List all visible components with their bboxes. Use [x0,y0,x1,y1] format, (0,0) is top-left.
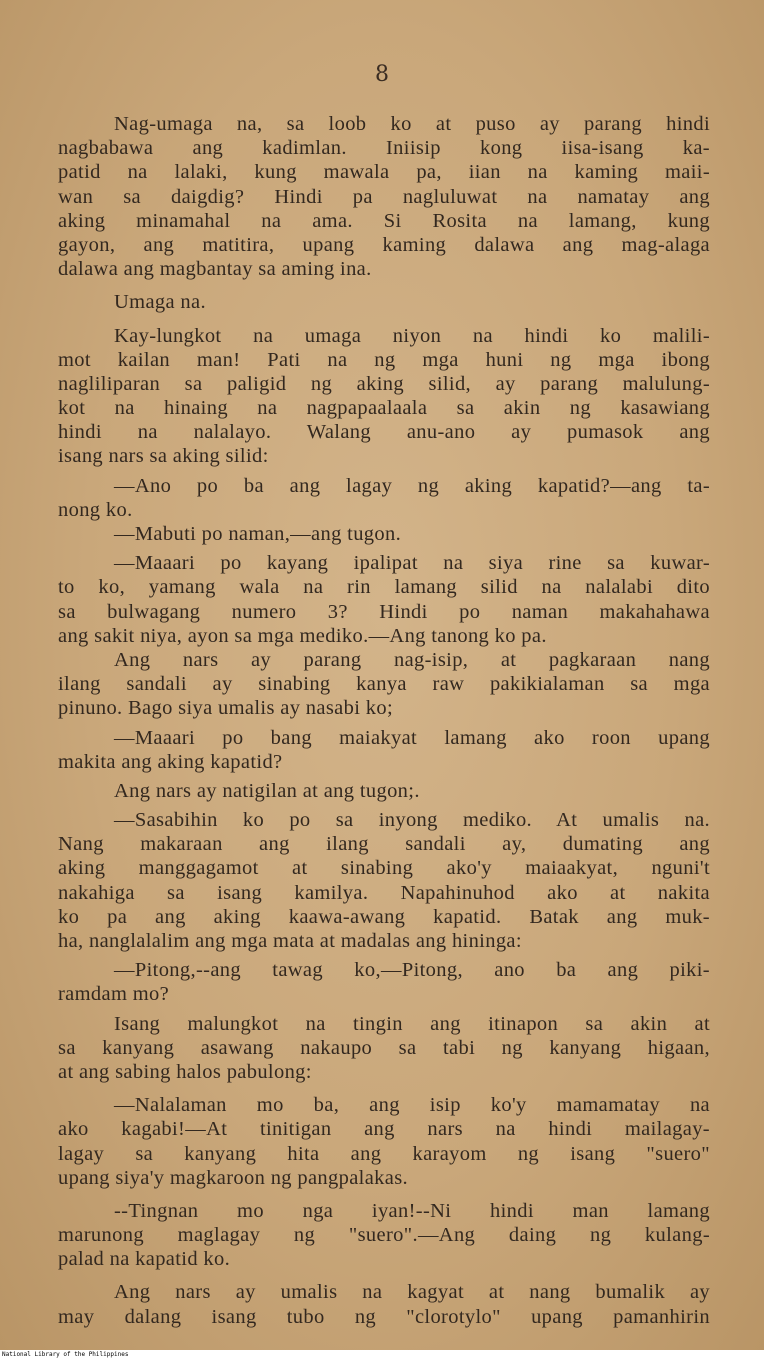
text-line: mot kailan man! Pati na ng mga huni ng mga ibong [58,348,710,371]
text-line: isang nars sa aking silid: [58,445,269,468]
text-line: sa kanyang asawang nakaupo sa tabi ng kanyang higaan, [58,1036,710,1059]
text-line: —Pitong,--ang tawag ko,—Pitong, ano ba ang piki- [114,959,710,982]
text-line: nakahiga sa isang kamilya. Napahinuhod ako at nakita [58,881,710,904]
text-line: Ang nars ay umalis na kagyat at nang bumalik ay [114,1281,710,1304]
text-line: Kay-lungkot na umaga niyon na hindi ko malili- [114,324,710,347]
text-line: nagliliparan sa paligid ng aking silid, ay parang malulung- [58,372,710,395]
text-line: —Maaari po bang maiakyat lamang ako roon upang [114,726,710,749]
text-line: hindi na nalalayo. Walang anu-ano ay pumasok ang [58,421,710,444]
text-line: —Maaari po kayang ipalipat na siya rine sa kuwar- [114,552,710,575]
text-line: —Sasabihin ko po sa inyong mediko. At umalis na. [114,809,710,832]
text-line: ang sakit niya, ayon sa mga mediko.—Ang tanong ko pa. [58,624,547,647]
text-line: Umaga na. [114,291,206,314]
text-line: ilang sandali ay sinabing kanya raw pakikialaman sa mga [58,673,710,696]
text-line: —Ano po ba ang lagay ng aking kapatid?—ang ta- [114,474,710,497]
text-line: upang siya'y magkaroon ng pangpalakas. [58,1166,409,1189]
text-line: dalawa ang magbantay sa aming ina. [58,258,372,281]
text-line: at ang sabing halos pabulong: [58,1060,312,1083]
text-line: sa bulwagang numero 3? Hindi po naman makahahawa [58,600,710,623]
text-line: nong ko. [58,498,133,521]
text-line: palad na kapatid ko. [58,1248,231,1271]
text-line: may dalang isang tubo ng "clorotylo" upang pamanhirin [58,1305,710,1328]
text-line: ha, nanglalalim ang mga mata at madalas ang hininga: [58,930,522,952]
page-number: 8 [375,62,389,87]
text-line: pinuno. Bago siya umalis ay nasabi ko; [58,697,393,720]
text-line: ko pa ang aking kaawa-awang kapatid. Batak ang muk- [58,905,710,928]
text-line: makita ang aking kapatid? [58,750,283,773]
text-line: to ko, yamang wala na rin lamang silid na nalalabi dito [58,576,710,599]
text-line: lagay sa kanyang hita ang karayom ng isang "suero" [58,1142,710,1165]
text-line: marunong maglagay ng "suero".—Ang daing ng kulang- [58,1224,710,1247]
text-line: —Mabuti po naman,—ang tugon. [114,523,402,545]
text-line: aking manggagamot at sinabing ako'y maiaakyat, nguni't [58,857,710,880]
text-line: Ang nars ay natigilan at ang tugon;. [114,779,420,802]
text-line: gayon, ang matitira, upang kaming dalawa ang mag-alaga [58,233,710,256]
text-line: nagbabawa ang kadimlan. Iniisip kong iisa-isang ka- [58,137,710,160]
text-line: ako kagabi!—At tinitigan ang nars na hindi mailagay- [58,1118,710,1141]
text-line: ramdam mo? [58,983,170,1006]
text-line: kot na hinaing na nagpapaalaala sa akin ng kasawiang [58,397,710,420]
text-line: aking minamahal na ama. Si Rosita na lamang, kung [58,209,710,232]
text-line: Ang nars ay parang nag-isip, at pagkaraan nang [114,648,710,671]
text-line: —Nalalaman mo ba, ang isip ko'y mamamatay na [114,1094,710,1117]
footer-credit: National Library of the Philippines [2,1351,129,1358]
text-line: Isang malungkot na tingin ang itinapon sa akin at [114,1012,710,1035]
page-text [58,112,710,1329]
text-line: patid na lalaki, kung mawala pa, iian na kaming maii- [58,161,710,184]
text-line: wan sa daigdig? Hindi pa nagluluwat na namatay ang [58,185,710,208]
text-line: Nang makaraan ang ilang sandali ay, dumating ang [58,833,710,856]
text-line: Nag-umaga na, sa loob ko at puso ay parang hindi [114,113,710,135]
text-line: --Tingnan mo nga iyan!--Ni hindi man lamang [114,1199,710,1222]
